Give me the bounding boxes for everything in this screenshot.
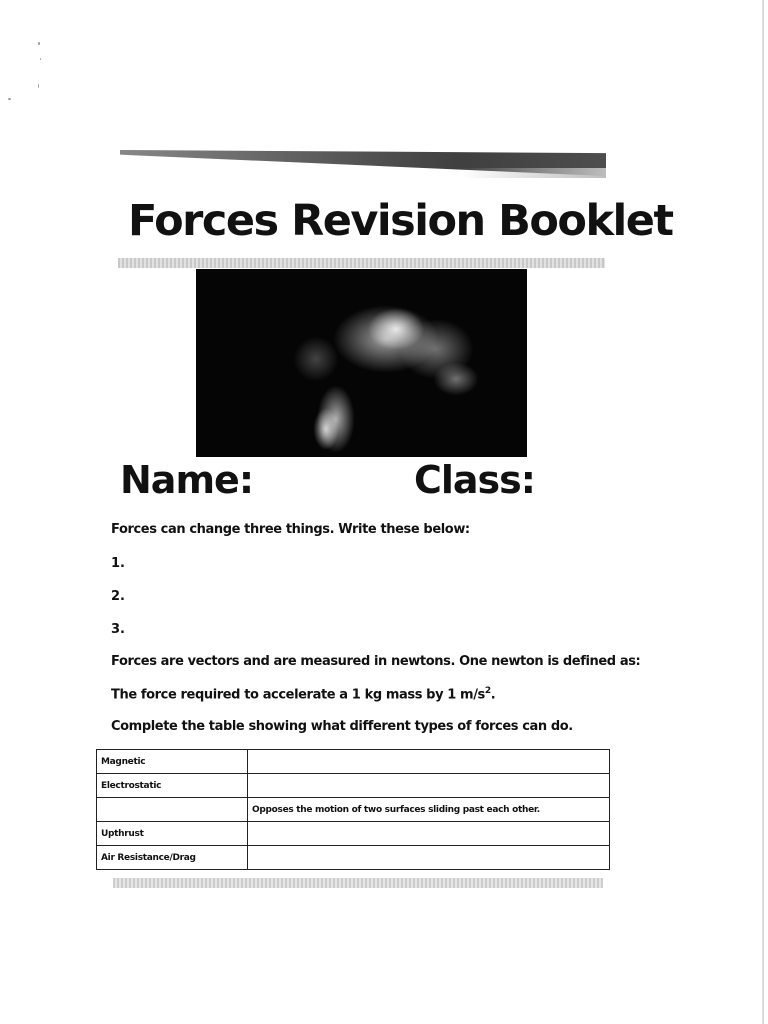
- force-description-cell[interactable]: [248, 774, 610, 798]
- table-row: [97, 822, 610, 846]
- intro-text: Forces can change three things. Write these below:: [111, 522, 470, 537]
- galaxy-image: [196, 269, 527, 457]
- force-description-cell[interactable]: [248, 822, 610, 846]
- force-name-cell: Upthrust: [97, 822, 248, 846]
- definition-text: The force required to accelerate a 1 kg mass by 1 m/s: [111, 687, 485, 703]
- table-row: [97, 798, 610, 822]
- scan-speck: [38, 84, 39, 88]
- definition-line: [111, 686, 495, 702]
- title-underbar: [118, 258, 605, 268]
- table-row: [97, 774, 610, 798]
- list-number-1: 1.: [111, 556, 125, 571]
- table-row: [97, 750, 610, 774]
- table-instruction: Complete the table showing what different types of forces can do.: [111, 719, 573, 734]
- definition-superscript: 2: [484, 686, 491, 696]
- force-name-cell: Electrostatic: [97, 774, 248, 798]
- force-name-cell[interactable]: [97, 798, 248, 822]
- force-name-cell: Magnetic: [97, 750, 248, 774]
- table-row: [97, 846, 610, 870]
- name-label: Name:: [120, 458, 254, 502]
- forces-table: [96, 749, 610, 870]
- list-number-3: 3.: [111, 622, 125, 637]
- scan-speck: [40, 58, 41, 60]
- force-name-cell: Air Resistance/Drag: [97, 846, 248, 870]
- force-description-cell[interactable]: [248, 750, 610, 774]
- force-description-cell: Opposes the motion of two surfaces sliding past each other.: [248, 798, 610, 822]
- header-bar-shadow: [460, 168, 606, 178]
- list-number-2: 2.: [111, 589, 125, 604]
- scan-speck: [8, 98, 11, 100]
- footer-decorative-bar: [113, 878, 603, 888]
- page-edge: [762, 0, 764, 1024]
- definition-period: .: [490, 687, 496, 703]
- force-description-cell[interactable]: [248, 846, 610, 870]
- newton-text: Forces are vectors and are measured in newtons. One newton is defined as:: [111, 654, 641, 669]
- scan-speck: [38, 42, 40, 45]
- page-title: Forces Revision Booklet: [128, 196, 673, 246]
- class-label: Class:: [414, 458, 535, 502]
